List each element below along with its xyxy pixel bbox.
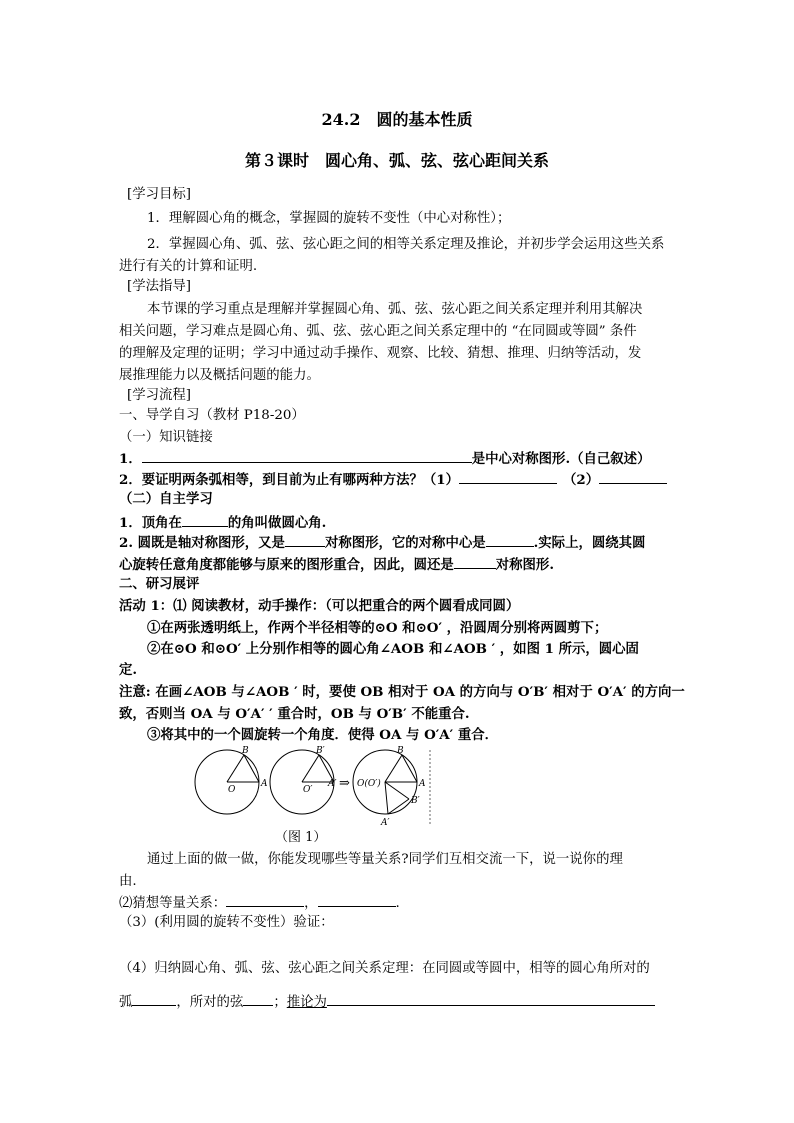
question-4-part-e: 对称图形. bbox=[495, 557, 554, 573]
summary-part-c: ； bbox=[273, 995, 287, 1010]
chord-overlap-ab bbox=[402, 755, 417, 782]
label-o-overlap: O(O′) bbox=[357, 779, 381, 789]
question-4-part-a: 2. 圆既是轴对称图形，又是 bbox=[119, 535, 285, 551]
guess-line bbox=[119, 893, 400, 912]
question-4-part-d: 心旋转任意角度都能够与原来的图形重合，因此，圆还是 bbox=[119, 557, 454, 573]
label-a-prime-overlap: A′ bbox=[381, 818, 390, 828]
guess-mid: ， bbox=[304, 896, 318, 911]
question-3-suffix: 的角叫做圆心角. bbox=[227, 515, 327, 531]
verify-line: （3）(利用圆的旋转不变性）验证： bbox=[119, 915, 334, 930]
flow-heading: [学习流程] bbox=[127, 388, 192, 403]
question-1-blank[interactable] bbox=[142, 449, 472, 463]
label-o: O bbox=[228, 785, 236, 795]
question-3-blank[interactable] bbox=[182, 513, 228, 527]
goal-1: 1．理解圆心角的概念，掌握圆的旋转不变性（中心对称性）； bbox=[147, 211, 511, 226]
question-4-blank-3[interactable] bbox=[454, 555, 496, 569]
guide-line-4: 展推理能力以及概括问题的能力。 bbox=[119, 368, 320, 383]
guess-prefix: ⑵猜想等量关系： bbox=[119, 896, 227, 911]
label-b-prime: B′ bbox=[316, 746, 325, 756]
radius-overlap-b-prime bbox=[385, 782, 409, 799]
summary-part-d: 推论为 bbox=[286, 995, 327, 1010]
question-2 bbox=[119, 470, 667, 489]
question-4-line-1 bbox=[119, 533, 645, 552]
guide-line-1: 本节课的学习重点是理解并掌握圆心角、弧、弦、弦心距之间关系定理并利用其解决 bbox=[147, 302, 643, 317]
question-2-blank-2[interactable] bbox=[599, 470, 667, 484]
figure-1 bbox=[190, 745, 440, 830]
label-a-overlap: A bbox=[419, 779, 426, 789]
question-2-prefix: 2．要证明两条弧相等，到目前为止有哪两种方法？（1） bbox=[119, 472, 460, 488]
chord-ab bbox=[244, 755, 259, 782]
question-4-blank-2[interactable] bbox=[486, 533, 534, 547]
guess-suffix: . bbox=[395, 896, 400, 911]
section-1-heading: 一、导学自习（教材 P18-20） bbox=[119, 408, 305, 423]
label-b-prime-overlap: B′ bbox=[411, 796, 420, 806]
note-line-1 bbox=[119, 684, 685, 701]
question-4-line-2 bbox=[119, 555, 554, 574]
step-2-line-2: 定. bbox=[119, 662, 138, 678]
self-study-heading: （二）自主学习 bbox=[119, 491, 213, 507]
label-b: B bbox=[242, 746, 249, 756]
question-3 bbox=[119, 513, 326, 532]
note-label: 注意: bbox=[119, 684, 151, 700]
arrow-icon: ⇒ bbox=[339, 776, 350, 791]
question-4-blank-1[interactable] bbox=[285, 533, 325, 547]
figure-caption: （图 1） bbox=[275, 830, 327, 845]
note-text-1: 在画∠AOB 与∠AOB ′ 时，要使 OB 相对于 OA 的方向与 O′B′ 相对于 O′A′ 的方向一 bbox=[150, 684, 685, 700]
summary-blank-3[interactable] bbox=[327, 992, 655, 1006]
radius-overlap-a-prime bbox=[385, 782, 388, 814]
step-2-line-1: ②在⊙O 和⊙O′ 上分别作相等的圆心角∠AOB 和∠AOB ′ ，如图 1 所示，圆心固 bbox=[147, 641, 639, 657]
page-subtitle: 第３课时 圆心角、弧、弦、弦心距间关系 bbox=[244, 151, 549, 170]
note-line-2: 致，否则当 OA 与 O′A′ ′ 重合时，OB 与 O′B′ 不能重合. bbox=[119, 706, 470, 722]
page-title: 24.2 圆的基本性质 bbox=[321, 110, 473, 129]
goals-heading: [学习目标] bbox=[127, 187, 192, 202]
step-3: ③将其中的一个圆旋转一个角度．使得 OA 与 O′A′ 重合． bbox=[147, 727, 499, 743]
guide-line-3: 的理解及定理的证明；学习中通过动手操作、观察、比较、猜想、推理、归纳等活动，发 bbox=[119, 346, 642, 361]
question-2-mid: （2） bbox=[563, 472, 600, 488]
radius-ob bbox=[227, 755, 244, 782]
question-1-prefix: 1． bbox=[119, 451, 142, 467]
question-1 bbox=[119, 449, 650, 468]
step-1: ①在两张透明纸上，作两个半径相等的⊙O 和⊙O′ ，沿圆周分别将两圆剪下； bbox=[147, 620, 608, 636]
think-line-1: 通过上面的做一做，你能发现哪些等量关系?同学们互相交流一下，说一说你的理 bbox=[147, 852, 623, 867]
summary-blank-2[interactable] bbox=[243, 992, 273, 1006]
goal-2-line-1: 2．掌握圆心角、弧、弦、弦心距之间的相等关系定理及推论，并初步学会运用这些关系 bbox=[147, 237, 665, 252]
summary-blank-1[interactable] bbox=[132, 992, 176, 1006]
radius-o-prime-b-prime bbox=[302, 755, 319, 782]
summary-line-2 bbox=[119, 992, 655, 1011]
knowledge-link-heading: （一）知识链接 bbox=[119, 430, 213, 445]
question-2-blank-1[interactable] bbox=[459, 470, 557, 484]
guide-heading: [学法指导] bbox=[127, 279, 192, 294]
summary-part-a: 弧 bbox=[119, 995, 133, 1010]
question-4-part-c: .实际上，圆绕其圆 bbox=[533, 535, 646, 551]
chord-a-prime-b-prime bbox=[319, 755, 334, 782]
label-a-prime: A′ bbox=[328, 779, 337, 789]
summary-part-b: ，所对的弦 bbox=[176, 995, 244, 1010]
label-a: A bbox=[261, 779, 268, 789]
question-3-prefix: 1．顶角在 bbox=[119, 515, 182, 531]
goal-2-line-2: 进行有关的计算和证明. bbox=[119, 259, 258, 274]
think-line-2: 由. bbox=[119, 874, 137, 889]
guide-line-2: 相关问题，学习难点是圆心角、弧、弦、弦心距之间关系定理中的 “在同圆或等圆” 条件 bbox=[119, 324, 637, 339]
section-2-heading: 二、研习展评 bbox=[119, 576, 200, 592]
activity-1: 活动 1：⑴ 阅读教材，动手操作：（可以把重合的两个圆看成同圆） bbox=[119, 598, 520, 614]
guess-blank-1[interactable] bbox=[226, 893, 304, 907]
label-b-overlap: B bbox=[397, 746, 404, 756]
summary-line-1: （4）归纳圆心角、弧、弦、弦心距之间关系定理：在同圆或等圆中，相等的圆心角所对的 bbox=[119, 961, 650, 976]
label-o-prime: O′ bbox=[303, 785, 313, 795]
question-4-part-b: 对称图形，它的对称中心是 bbox=[324, 535, 486, 551]
guess-blank-2[interactable] bbox=[318, 893, 396, 907]
question-1-suffix: 是中心对称图形.（自己叙述） bbox=[471, 451, 651, 467]
radius-overlap-b bbox=[385, 755, 402, 782]
